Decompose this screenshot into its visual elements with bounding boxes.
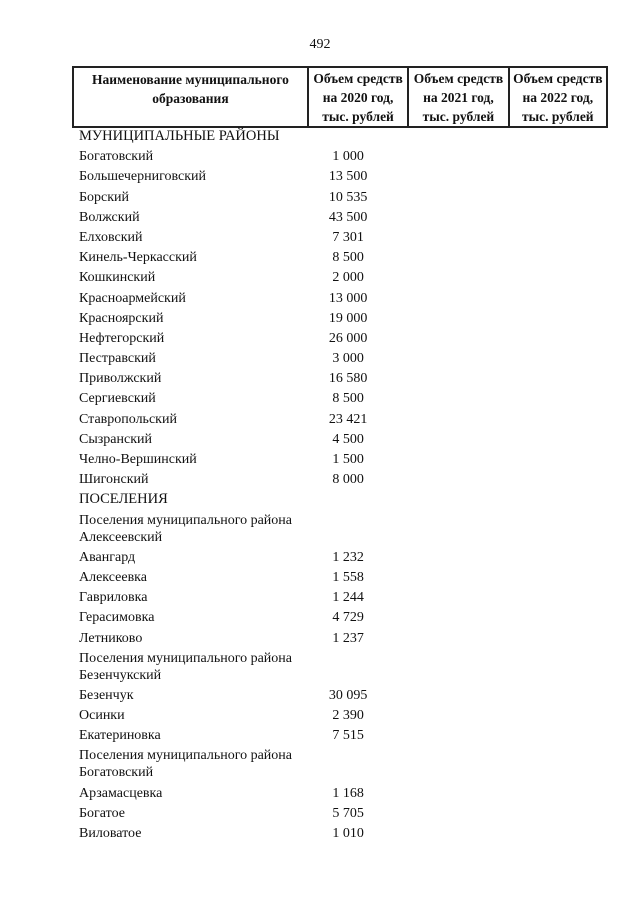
municipality-name: Шигонский — [79, 472, 149, 488]
group-title: Поселения муниципального района Алексеевский — [79, 512, 293, 545]
municipality-name: Екатериновка — [79, 728, 161, 744]
municipality-name: Челно-Вершинский — [79, 452, 197, 467]
amount-2022 — [509, 187, 607, 207]
municipality-name: Красноярский — [79, 310, 164, 326]
table-row — [73, 288, 607, 308]
amount-2020: 13 500 — [328, 169, 368, 185]
amount-2021 — [408, 187, 508, 207]
amount-2020: 2 390 — [332, 708, 364, 724]
municipality-name: Богатовский — [79, 149, 154, 165]
amount-2020: 1 237 — [332, 630, 364, 646]
amount-2020: 19 000 — [328, 310, 368, 326]
amount-2020: 16 580 — [328, 371, 368, 387]
amount-2020: 43 500 — [328, 209, 368, 225]
amount-2020: 4 500 — [332, 431, 364, 447]
amount-2021 — [408, 268, 508, 288]
budget-table — [72, 66, 608, 844]
amount-2021 — [408, 147, 508, 167]
amount-2021 — [408, 389, 508, 409]
table-row — [73, 308, 607, 328]
empty-cell — [308, 648, 408, 685]
table-row — [73, 348, 607, 368]
section-title: МУНИЦИПАЛЬНЫЕ РАЙОНЫ — [79, 128, 280, 144]
amount-2020: 26 000 — [328, 330, 368, 346]
amount-2020: 1 232 — [332, 549, 364, 565]
amount-2020: 4 729 — [332, 610, 364, 626]
municipality-name: Ставропольский — [79, 411, 177, 427]
amount-2022 — [509, 268, 607, 288]
amount-2021 — [408, 628, 508, 648]
empty-cell — [509, 510, 607, 547]
table-row — [73, 449, 607, 469]
municipality-name: Алексеевка — [79, 569, 147, 585]
table-row — [73, 685, 607, 705]
amount-2022 — [509, 207, 607, 227]
municipality-name: Приволжский — [79, 371, 162, 387]
amount-2021 — [408, 409, 508, 429]
amount-2022 — [509, 823, 607, 843]
group-row — [73, 510, 607, 547]
amount-2022 — [509, 389, 607, 409]
amount-2020: 8 500 — [332, 391, 364, 407]
amount-2022 — [509, 547, 607, 567]
municipality-name: Нефтегорский — [79, 330, 165, 346]
municipality-name: Борский — [79, 189, 130, 205]
table-row — [73, 628, 607, 648]
amount-2022 — [509, 608, 607, 628]
table-row — [73, 547, 607, 567]
amount-2022 — [509, 369, 607, 389]
amount-2021 — [408, 248, 508, 268]
table-row — [73, 268, 607, 288]
municipality-name: Летниково — [79, 630, 143, 646]
amount-2020: 7 515 — [332, 728, 364, 744]
group-row — [73, 648, 607, 685]
amount-2020: 2 000 — [332, 270, 364, 286]
amount-2021 — [408, 369, 508, 389]
amount-2021 — [408, 288, 508, 308]
municipality-name: Богатое — [79, 805, 125, 821]
empty-cell — [308, 510, 408, 547]
table-row — [73, 147, 607, 167]
empty-cell — [509, 648, 607, 685]
amount-2022 — [509, 726, 607, 746]
page-number: 492 — [309, 37, 331, 52]
table-body — [73, 127, 607, 844]
group-title: Поселения муниципального района Богатовский — [79, 748, 293, 781]
amount-2021 — [408, 328, 508, 348]
amount-2021 — [408, 207, 508, 227]
table-row — [73, 187, 607, 207]
amount-2020: 3 000 — [332, 351, 364, 367]
amount-2020: 10 535 — [328, 189, 368, 205]
municipality-name: Елховский — [79, 229, 143, 245]
table-row — [73, 823, 607, 843]
amount-2020: 1 558 — [332, 569, 364, 585]
group-row — [73, 746, 607, 783]
amount-2021 — [408, 726, 508, 746]
amount-2022 — [509, 409, 607, 429]
municipality-name: Красноармейский — [79, 290, 186, 306]
amount-2022 — [509, 147, 607, 167]
table-row — [73, 409, 607, 429]
municipality-name: Герасимовка — [79, 610, 155, 626]
amount-2022 — [509, 783, 607, 803]
header-amount-2021: Объем средств на 2021 год, тыс. рублей — [408, 67, 508, 127]
amount-2021 — [408, 308, 508, 328]
amount-2021 — [408, 227, 508, 247]
amount-2021 — [408, 705, 508, 725]
municipality-name: Сергиевский — [79, 391, 156, 407]
table-row — [73, 588, 607, 608]
table-row — [73, 608, 607, 628]
amount-2020: 1 500 — [332, 452, 364, 467]
table-row — [73, 369, 607, 389]
section-row — [73, 127, 607, 147]
table-row — [73, 227, 607, 247]
amount-2020: 8 500 — [332, 250, 364, 266]
header-amount-2022: Объем средств на 2022 год, тыс. рублей — [509, 67, 607, 127]
amount-2020: 13 000 — [328, 290, 368, 306]
amount-2020: 23 421 — [328, 411, 368, 427]
municipality-name: Кошкинский — [79, 270, 156, 286]
amount-2021 — [408, 348, 508, 368]
amount-2022 — [509, 470, 607, 490]
empty-cell — [408, 510, 508, 547]
empty-cell — [408, 746, 508, 783]
amount-2021 — [408, 449, 508, 469]
table-row — [73, 248, 607, 268]
municipality-name: Гавриловка — [79, 590, 148, 606]
amount-2021 — [408, 608, 508, 628]
table-row — [73, 389, 607, 409]
amount-2022 — [509, 588, 607, 608]
amount-2020: 1 168 — [332, 785, 364, 801]
amount-2022 — [509, 685, 607, 705]
municipality-name: Виловатое — [79, 826, 142, 841]
table-row — [73, 726, 607, 746]
amount-2022 — [509, 248, 607, 268]
municipality-name: Сызранский — [79, 431, 152, 447]
amount-2022 — [509, 328, 607, 348]
amount-2022 — [509, 429, 607, 449]
municipality-name: Арзамасцевка — [79, 785, 163, 801]
empty-cell — [509, 746, 607, 783]
amount-2022 — [509, 167, 607, 187]
amount-2022 — [509, 628, 607, 648]
amount-2021 — [408, 567, 508, 587]
amount-2020: 5 705 — [332, 805, 364, 821]
table-header-row — [73, 67, 607, 127]
amount-2022 — [509, 803, 607, 823]
municipality-name: Авангард — [79, 549, 136, 565]
amount-2021 — [408, 783, 508, 803]
group-title: Поселения муниципального района Безенчукский — [79, 650, 293, 683]
table-row — [73, 783, 607, 803]
amount-2020: 8 000 — [332, 472, 364, 488]
municipality-name: Кинель-Черкасский — [79, 250, 197, 266]
header-amount-2020: Объем средств на 2020 год, тыс. рублей — [308, 67, 408, 127]
amount-2022 — [509, 288, 607, 308]
amount-2021 — [408, 429, 508, 449]
section-row — [73, 490, 607, 510]
amount-2022 — [509, 227, 607, 247]
section-title: ПОСЕЛЕНИЯ — [79, 491, 168, 508]
amount-2020: 1 244 — [332, 590, 364, 606]
amount-2022 — [509, 308, 607, 328]
municipality-name: Большечерниговский — [79, 169, 207, 185]
header-municipality-name: Наименование муниципального образования — [73, 67, 308, 127]
table-row — [73, 803, 607, 823]
amount-2022 — [509, 449, 607, 469]
table-row — [73, 470, 607, 490]
amount-2021 — [408, 547, 508, 567]
amount-2022 — [509, 567, 607, 587]
amount-2022 — [509, 705, 607, 725]
amount-2021 — [408, 588, 508, 608]
empty-cell — [308, 746, 408, 783]
amount-2020: 30 095 — [328, 687, 368, 703]
amount-2020: 7 301 — [332, 229, 364, 245]
amount-2021 — [408, 823, 508, 843]
amount-2020: 1 000 — [332, 149, 364, 165]
municipality-name: Пестравский — [79, 351, 156, 367]
table-row — [73, 567, 607, 587]
amount-2020: 1 010 — [332, 826, 364, 841]
table-row — [73, 429, 607, 449]
amount-2021 — [408, 167, 508, 187]
table-row — [73, 167, 607, 187]
amount-2021 — [408, 470, 508, 490]
municipality-name: Осинки — [79, 708, 125, 724]
amount-2022 — [509, 348, 607, 368]
table-row — [73, 207, 607, 227]
amount-2021 — [408, 803, 508, 823]
table-row — [73, 705, 607, 725]
table-row — [73, 328, 607, 348]
municipality-name: Безенчук — [79, 687, 134, 703]
municipality-name: Волжский — [79, 209, 140, 225]
amount-2021 — [408, 685, 508, 705]
empty-cell — [408, 648, 508, 685]
